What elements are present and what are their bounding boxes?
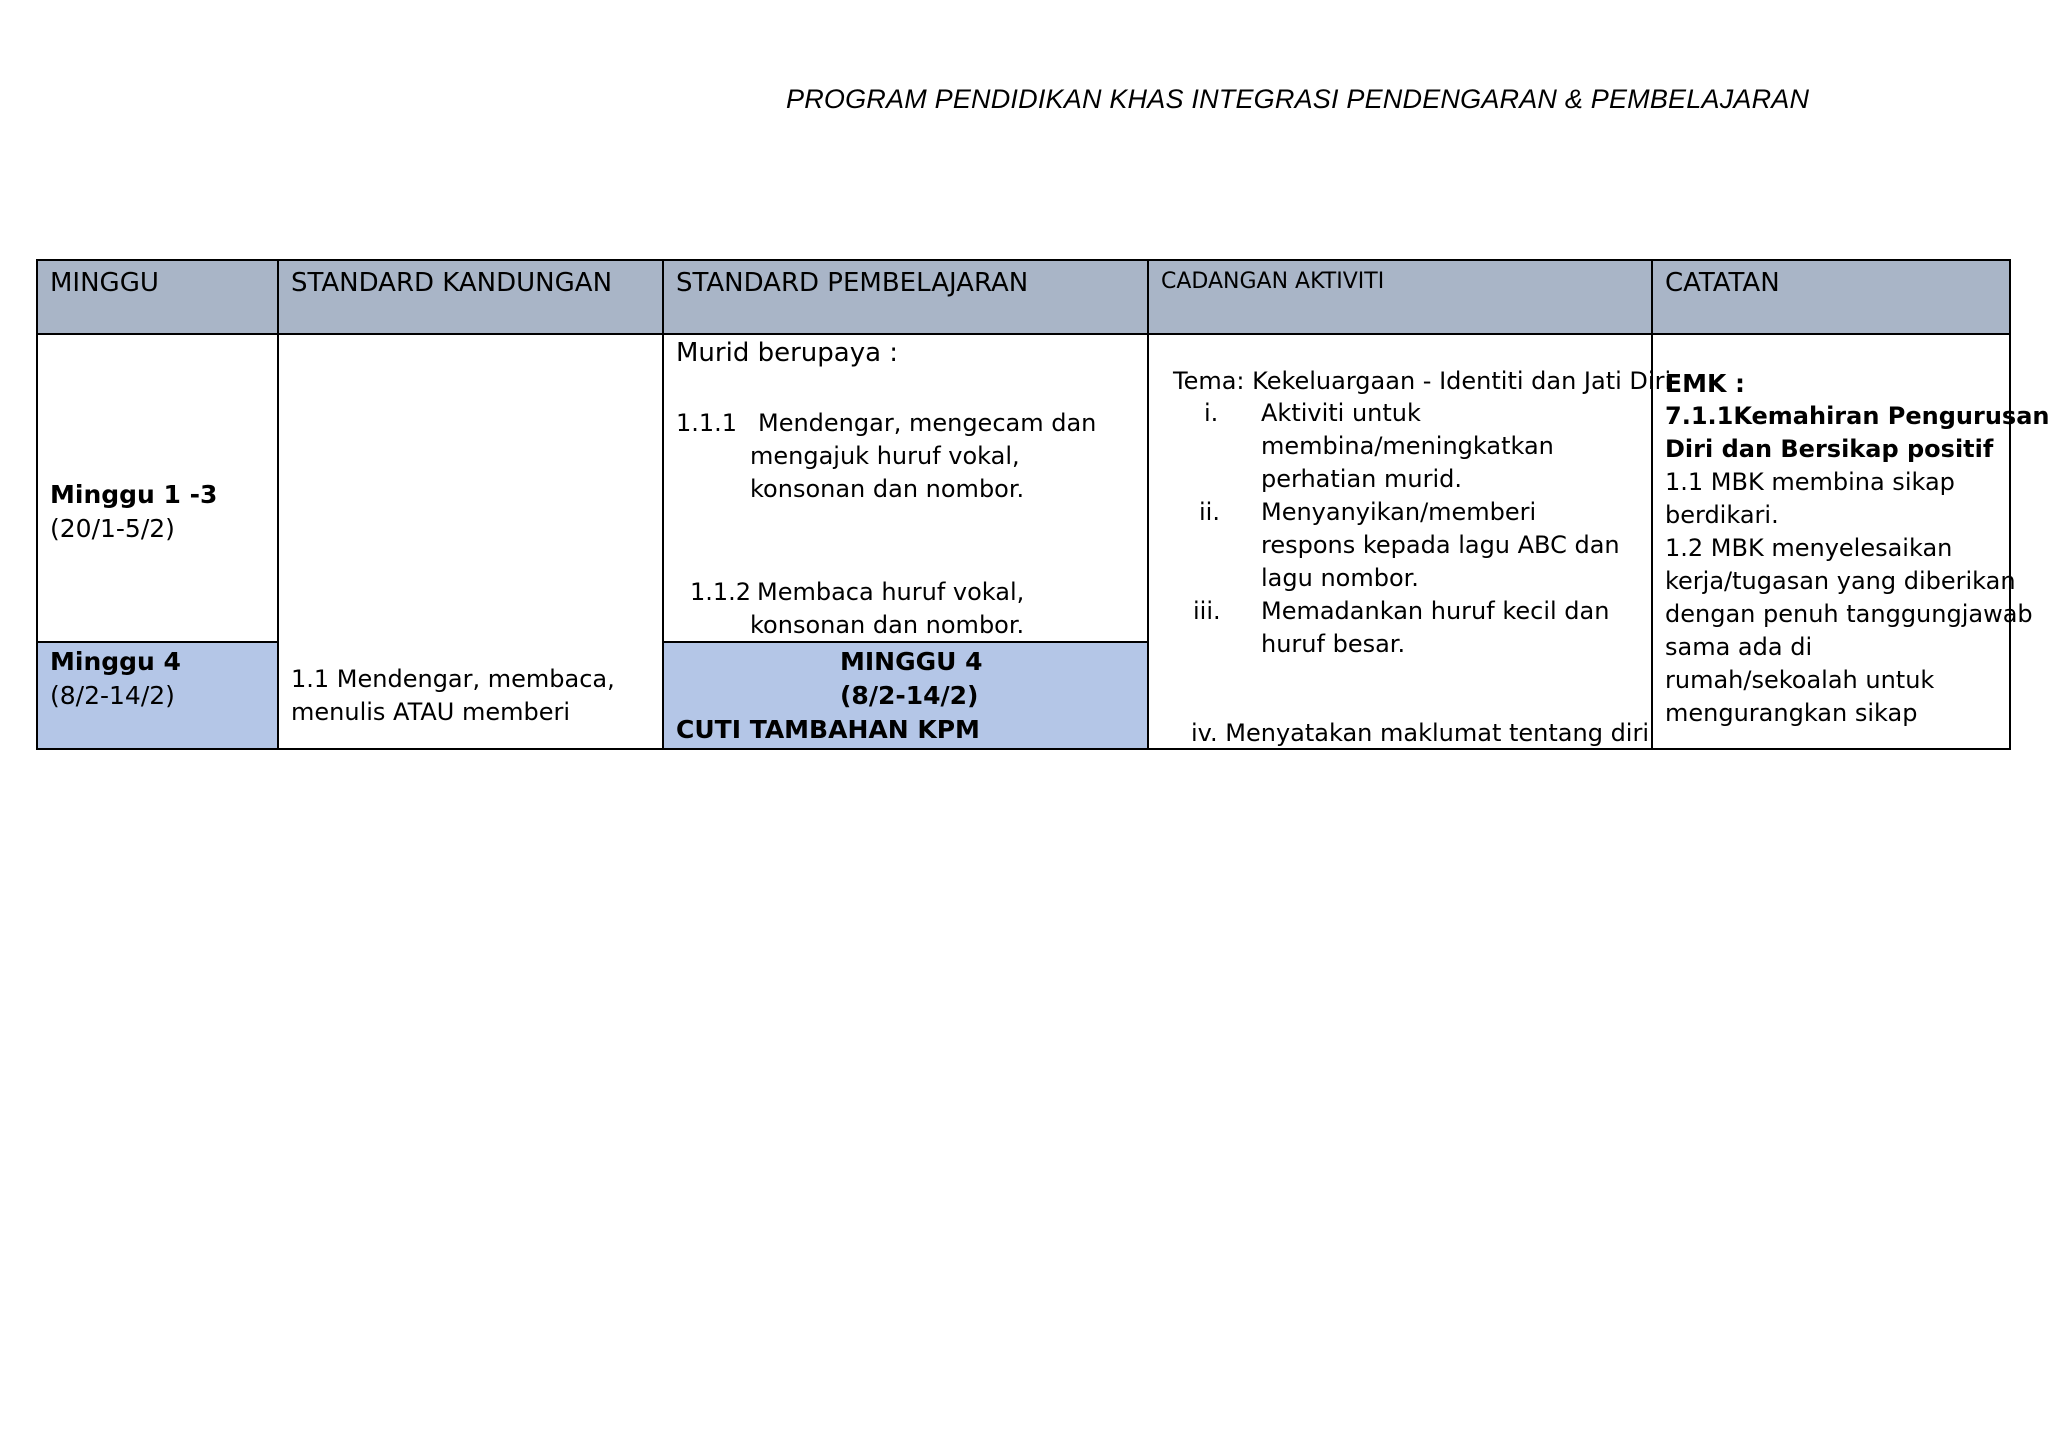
learning-standard-number: 1.1.2: [690, 578, 752, 606]
week-dates: (20/1-5/2): [50, 514, 175, 543]
activity-text: iv. Menyatakan maklumat tentang diri: [1191, 719, 1650, 747]
week-cell-minggu-1-3: [36, 333, 279, 643]
week4-holiday-note: CUTI TAMBAHAN KPM: [676, 715, 980, 744]
column-header-label: STANDARD PEMBELAJARAN: [676, 268, 1029, 298]
activity-text: perhatian murid.: [1261, 465, 1462, 493]
week4-dates: (8/2-14/2): [840, 681, 979, 710]
page-header-title: PROGRAM PENDIDIKAN KHAS INTEGRASI PENDENGARAN & PEMBELAJARAN: [786, 84, 1810, 114]
column-header-label: MINGGU: [50, 268, 159, 298]
learning-standard-text: konsonan dan nombor.: [750, 475, 1025, 503]
activity-text: respons kepada lagu ABC dan: [1261, 531, 1620, 559]
learning-standard-text: mengajuk huruf vokal,: [750, 442, 1020, 470]
notes-line: rumah/sekoalah untuk: [1665, 666, 1935, 694]
week-label: Minggu 4: [50, 647, 181, 676]
notes-line: mengurangkan sikap: [1665, 699, 1918, 727]
column-header-minggu: [36, 259, 279, 335]
activity-number: i.: [1204, 399, 1219, 427]
standard-kandungan-cell: [277, 333, 664, 750]
column-header-standard-kandungan: [277, 259, 664, 335]
activity-theme: Tema: Kekeluargaan - Identiti dan Jati Diri: [1173, 367, 1672, 395]
activity-number: iii.: [1193, 597, 1221, 625]
standard-pembelajaran-cell: [662, 333, 1149, 643]
standard-pembelajaran-week4-cell: [662, 641, 1149, 750]
activity-text: Menyanyikan/memberi: [1261, 498, 1537, 526]
notes-line: dengan penuh tanggungjawab: [1665, 600, 2033, 628]
cadangan-aktiviti-cell: [1147, 333, 1672, 750]
notes-line: berdikari.: [1665, 501, 1779, 529]
learning-standard-text: Mendengar, mengecam dan: [758, 409, 1097, 437]
notes-line: 1.2 MBK menyelesaikan: [1665, 534, 1953, 562]
notes-emk-label: EMK :: [1665, 369, 1746, 398]
activity-text: huruf besar.: [1261, 630, 1406, 658]
week4-title: MINGGU 4: [840, 647, 983, 676]
learning-standard-number: 1.1.1: [676, 409, 738, 437]
activity-text: Memadankan huruf kecil dan: [1261, 597, 1610, 625]
column-header-label: CATATAN: [1665, 268, 1780, 298]
activity-text: membina/meningkatkan: [1261, 432, 1554, 460]
catatan-cell: [1651, 333, 2049, 750]
notes-skill-heading: Diri dan Bersikap positif: [1665, 435, 1994, 463]
notes-line: 1.1 MBK membina sikap: [1665, 468, 1955, 496]
column-header-label: CADANGAN AKTIVITI: [1161, 269, 1385, 294]
notes-line: sama ada di: [1665, 633, 1813, 661]
learning-standard-text: konsonan dan nombor.: [750, 611, 1025, 639]
column-header-catatan: [1651, 259, 2011, 335]
standard-kandungan-line: menulis ATAU memberi: [291, 698, 571, 726]
lesson-plan-table: [36, 259, 2049, 750]
learning-standard-text: Membaca huruf vokal,: [757, 578, 1025, 606]
week-label: Minggu 1 -3: [50, 480, 218, 509]
standard-kandungan-line: 1.1 Mendengar, membaca,: [291, 665, 615, 693]
learning-standard-intro: Murid berupaya :: [676, 338, 899, 368]
column-header-cadangan-aktiviti: [1147, 259, 1653, 335]
week-dates: (8/2-14/2): [50, 681, 175, 710]
activity-text: Aktiviti untuk: [1261, 399, 1421, 427]
column-header-standard-pembelajaran: [662, 259, 1149, 335]
column-header-label: STANDARD KANDUNGAN: [291, 268, 613, 298]
notes-skill-heading: 7.1.1Kemahiran Pengurusan: [1665, 402, 2049, 430]
notes-line: kerja/tugasan yang diberikan: [1665, 567, 2016, 595]
activity-number: ii.: [1199, 498, 1220, 526]
week-cell-minggu-4: [36, 641, 279, 750]
activity-text: lagu nombor.: [1261, 564, 1419, 592]
